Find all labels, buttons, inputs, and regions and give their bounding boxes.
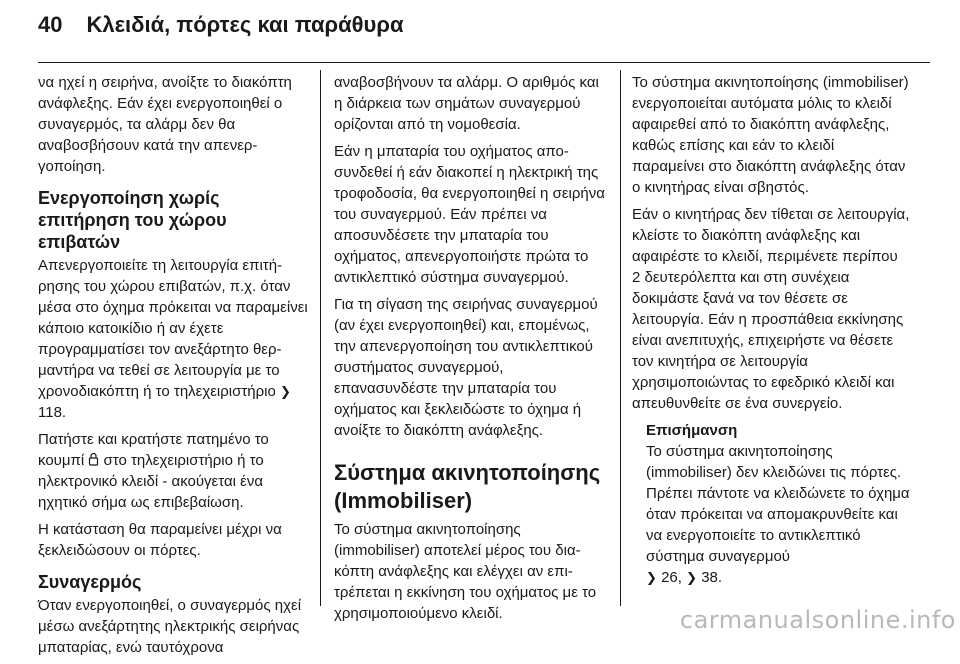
paragraph: Απενεργοποιείτε τη λειτουργία επιτήρησης του χώρου επιβατών, π.χ. όταν μέσα στο όχημα πρόκειται να παραμείνει κάποιο κατοικίδιο ή αν έχετε προγραμματίσει τον ανεξάρτητο θερμαντήρα να τεθεί σε λειτουργία με το χρονοδιακόπτη ή το τηλεχειριστήριο ❯ 118. <box>38 257 308 421</box>
paragraph: Εάν ο κινητήρας δεν τίθεται σε λειτουργία, κλείστε το διακόπτη ανάφλεξης και αφαιρέστε το κλειδί, περιμένετε περίπου 2 δευτερόλεπτα και στη συνέχεια δοκιμάστε ξανά να τον θέσετε σε λειτουργία. Εάν η προσπάθεια εκκίνησης είναι ανεπιτυχής, επιχειρήστε να θέσετε τον κινητήρα σε λειτουργία χρησιμοποιώντας το εφεδρικό κλειδί και απευθυνθείτε σε ένα συνεργείο. <box>632 206 910 412</box>
column-1 <box>38 72 310 664</box>
page-header <box>38 12 403 48</box>
paragraph: Η κατάσταση θα παραμείνει μέχρι να ξεκλειδώσουν οι πόρτες. <box>38 521 282 559</box>
page-reference[interactable]: 118. <box>38 404 67 421</box>
paragraph: Πατήστε και κρατήστε πατημένο το κουμπί στο τηλεχειριστήριο ή το ηλεκτρονικό κλειδί - ακούγεται ένα ηχητικό σήμα ως επιβεβαίωση. <box>38 431 269 511</box>
paragraph: Για τη σίγαση της σειρήνας συναγερμού (αν έχει ενεργοποιηθεί) και, επομένως, την απενεργοποίηση του αντικλεπτικού συστήματος συναγερμού, επανασυνδέστε την μπαταρία του οχήματος και ξεκλειδώστε το όχημα ή ανοίξτε το διακόπτη ανάφλεξης. <box>334 296 598 439</box>
note-title: Επισήμανση <box>646 422 738 439</box>
paragraph: Όταν ενεργοποιηθεί, ο συναγερμός ηχεί μέσω ανεξάρτητης ηλεκτρικής σειρήνας μπαταρίας, ενώ ταυτόχρονα <box>38 597 302 656</box>
section-heading-passenger: Ενεργοποίηση χωρίς επιτήρηση του χώρου επιβατών <box>38 188 227 252</box>
column-divider-2 <box>620 70 621 606</box>
note-text: Το σύστημα ακινητοποίησης (immobiliser) δεν κλειδώνει τις πόρτες. Πρέπει πάντοτε να κλειδώνετε το όχημα όταν πρόκειται να απομακρυνθείτε και να ενεργοποιείτε το αντικλεπτικό σύστημα συναγερμού <box>646 443 910 565</box>
page-reference[interactable]: 38. <box>701 569 723 586</box>
section-heading-immobiliser: Σύστημα ακινητοποίησης (Immobiliser) <box>334 460 601 513</box>
note-box <box>646 420 910 588</box>
section-heading-alarm: Συναγερμός <box>38 572 142 592</box>
header-rule <box>38 62 930 63</box>
page-number: 40 <box>38 12 63 37</box>
column-3 <box>632 72 910 588</box>
page-reference-arrow-icon: ❯ <box>646 570 657 585</box>
paragraph: Το σύστημα ακινητοποίησης (immobiliser) ενεργοποιείται αυτόματα μόλις το κλειδί αφαιρεθεί από το διακόπτη ανάφλεξης, καθώς επίσης και εάν το κλειδί παραμείνει στο διακόπτη ανάφλεξης όταν ο κινητήρας είναι σβηστός. <box>632 74 909 196</box>
paragraph: Το σύστημα ακινητοποίησης (immobiliser) αποτελεί μέρος του διακόπτη ανάφλεξης και ελέγχει αν επιτρέπεται η εκκίνηση του οχήματος με το χρησιμοποιούμενο κλειδί. <box>334 521 597 622</box>
paragraph: να ηχεί η σειρήνα, ανοίξτε το διακόπτη ανάφλεξης. Εάν έχει ενεργοποιηθεί ο συναγερμός, τα αλάρμ δεν θα αναβοσβήσουν κατά την απενεργοποίηση. <box>38 74 292 175</box>
watermark: carmanualsonline.info <box>679 606 956 634</box>
page-reference[interactable]: 26, <box>661 569 682 586</box>
paragraph: Εάν η μπαταρία του οχήματος αποσυνδεθεί ή εάν διακοπεί η ηλεκτρική της τροφοδοσία, θα ενεργοποιηθεί η σειρήνα του συναγερμού. Εάν πρέπει να αποσυνδέσετε την μπαταρία του οχήματος, απενεργοποιήστε πρώτα το αντικλεπτικό σύστημα συναγερμού. <box>334 143 605 286</box>
column-divider-1 <box>320 70 321 606</box>
padlock-button-icon <box>88 452 99 466</box>
column-2 <box>334 72 610 630</box>
page-reference-arrow-icon: ❯ <box>280 384 291 399</box>
paragraph: αναβοσβήνουν τα αλάρμ. Ο αριθμός και η διάρκεια των σημάτων συναγερμού ορίζονται από τη νομοθεσία. <box>334 74 599 133</box>
page-reference-arrow-icon: ❯ <box>686 570 698 585</box>
page-title: Κλειδιά, πόρτες και παράθυρα <box>86 12 404 37</box>
